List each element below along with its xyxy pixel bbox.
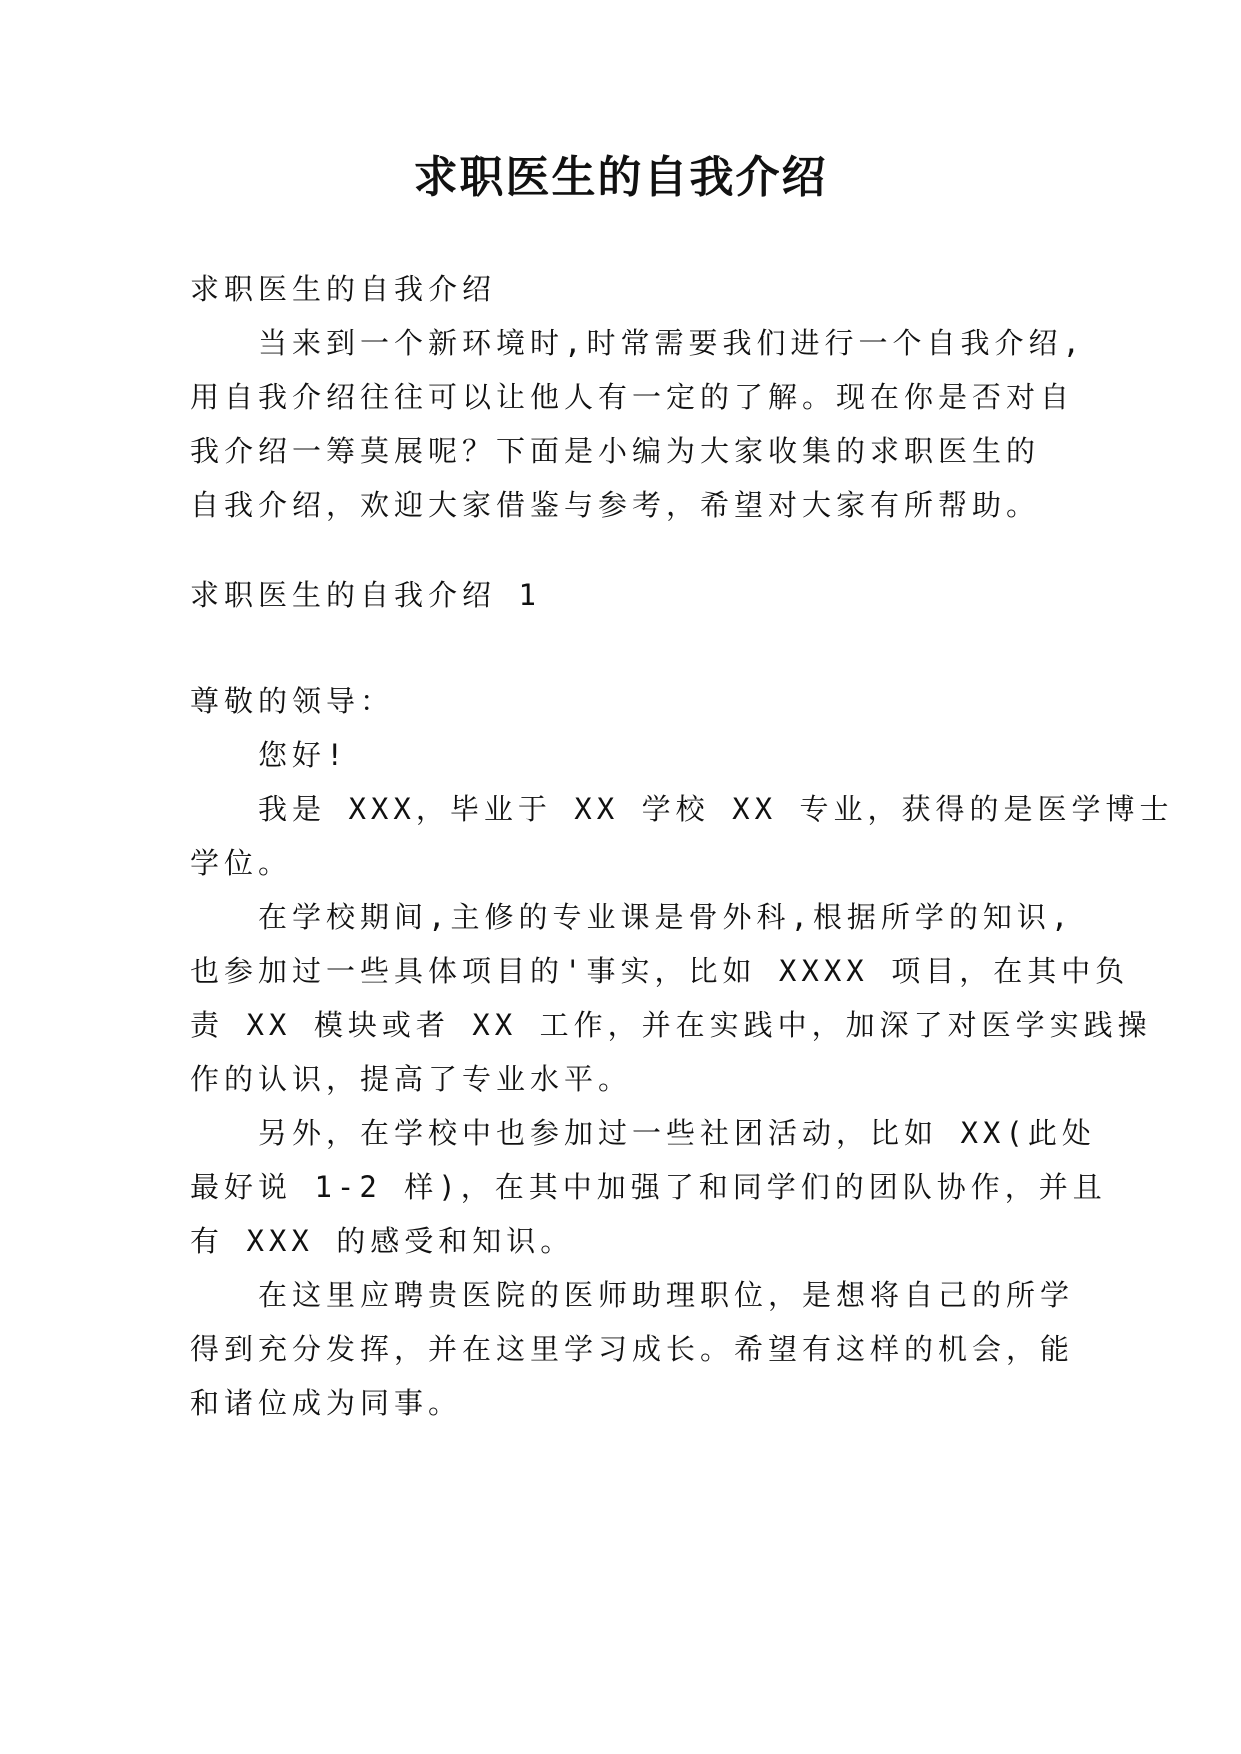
intro-line: 自我介绍，欢迎大家借鉴与参考，希望对大家有所帮助。 xyxy=(190,488,1041,522)
paragraph-line: 在这里应聘贵医院的医师助理职位，是想将自己的所学 xyxy=(258,1278,1075,1312)
paragraph-line: 最好说 1-2 样)，在其中加强了和同学们的团队协作，并且 xyxy=(190,1170,1107,1204)
paragraph-line: 责 XX 模块或者 XX 工作，并在实践中，加深了对医学实践操 xyxy=(190,1008,1152,1042)
paragraph-line: 另外，在学校中也参加过一些社团活动，比如 XX(此处 xyxy=(258,1116,1096,1150)
paragraph-line: 作的认识，提高了专业水平。 xyxy=(190,1062,633,1096)
salutation: 尊敬的领导： xyxy=(190,684,395,718)
intro-block xyxy=(190,262,1085,532)
section-heading-block xyxy=(190,568,1050,622)
paragraph-line: 和诸位成为同事。 xyxy=(190,1386,463,1420)
intro-line: 当来到一个新环境时,时常需要我们进行一个自我介绍, xyxy=(258,326,1085,360)
paragraph-line: 也参加过一些具体项目的'事实，比如 XXXX 项目，在其中负 xyxy=(190,954,1130,988)
paragraph-line: 学位。 xyxy=(190,846,293,880)
document-subtitle: 求职医生的自我介绍 xyxy=(190,272,497,306)
section-heading: 求职医生的自我介绍 1 xyxy=(190,578,541,612)
greeting: 您好! xyxy=(258,738,349,772)
document-title: 求职医生的自我介绍 xyxy=(413,152,828,203)
paragraph-line: 在学校期间,主修的专业课是骨外科,根据所学的知识, xyxy=(258,900,1074,934)
paragraph-line: 得到充分发挥，并在这里学习成长。希望有这样的机会，能 xyxy=(190,1332,1075,1366)
letter-body xyxy=(190,674,1174,1430)
paragraph-line: 我是 XXX，毕业于 XX 学校 XX 专业，获得的是医学博士 xyxy=(258,792,1174,826)
intro-line: 用自我介绍往往可以让他人有一定的了解。现在你是否对自 xyxy=(190,380,1075,414)
paragraph-line: 有 XXX 的感受和知识。 xyxy=(190,1224,575,1258)
intro-line: 我介绍一筹莫展呢？下面是小编为大家收集的求职医生的 xyxy=(190,434,1041,468)
